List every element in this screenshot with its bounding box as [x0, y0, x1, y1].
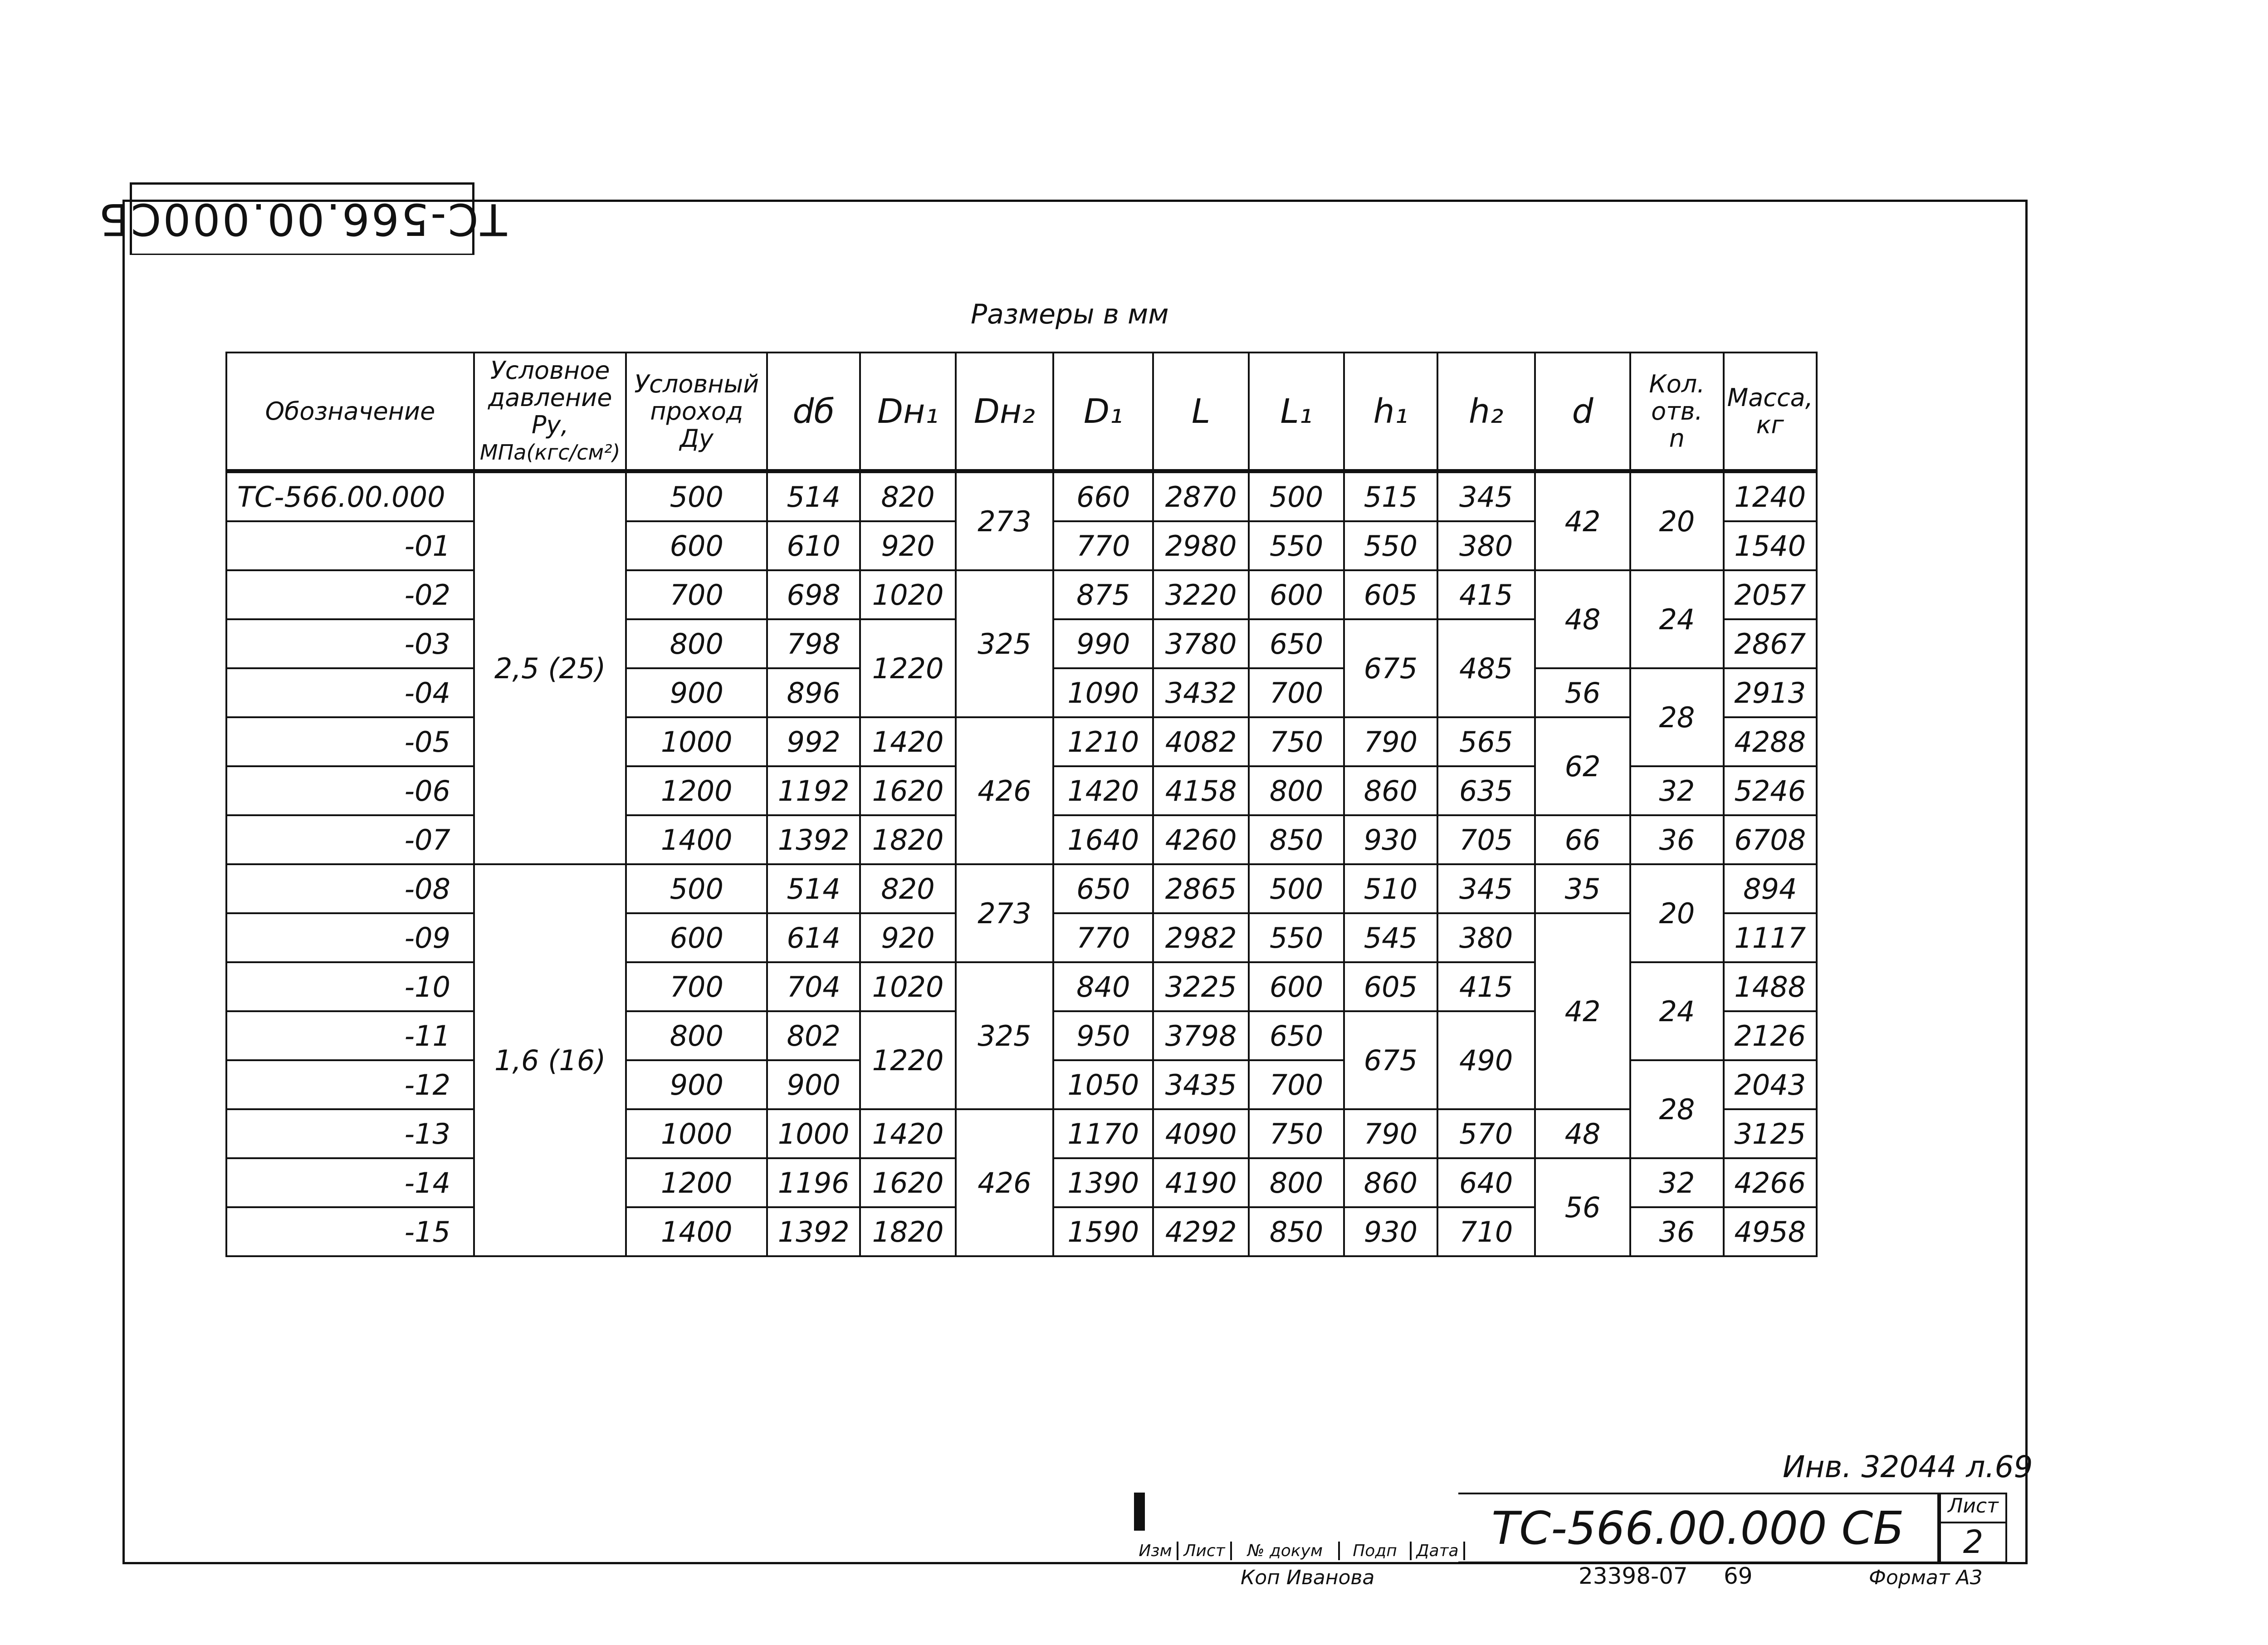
cell-L: 3432 [1153, 668, 1248, 717]
cell-n: 36 [1630, 815, 1723, 864]
cell-d1: 1390 [1053, 1158, 1153, 1207]
cell-n: 20 [1630, 471, 1723, 571]
cell-L: 4292 [1153, 1207, 1248, 1256]
page-reference: 69 [1724, 1563, 1753, 1589]
cell-h2: 635 [1437, 766, 1535, 815]
header-passage-line: Ду [679, 424, 714, 453]
revision-cell [1142, 1493, 1144, 1512]
cell-mass: 3125 [1724, 1109, 1817, 1158]
cell-h1: 860 [1344, 1158, 1437, 1207]
cell-db: 1192 [767, 766, 860, 815]
header-holes-line: n [1669, 424, 1685, 453]
cell-dy: 1200 [626, 766, 767, 815]
header-d1: D₁ [1053, 352, 1153, 471]
cell-pressure: 1,6 (16) [474, 864, 626, 1256]
cell-db: 698 [767, 570, 860, 619]
revision-row [1135, 1493, 1144, 1512]
cell-mass: 1488 [1724, 962, 1817, 1011]
cell-h1: 790 [1344, 1109, 1437, 1158]
cell-dy: 1000 [626, 1109, 767, 1158]
cell-h1: 675 [1344, 619, 1437, 717]
cell-db: 514 [767, 864, 860, 913]
cell-db: 514 [767, 471, 860, 522]
cell-n: 32 [1630, 766, 1723, 815]
cell-dy: 600 [626, 913, 767, 962]
cell-dn1: 1820 [860, 1207, 955, 1256]
table-row [226, 570, 1817, 619]
cell-h1: 790 [1344, 717, 1437, 766]
cell-db: 704 [767, 962, 860, 1011]
cell-n: 20 [1630, 864, 1723, 962]
cell-L: 3435 [1153, 1060, 1248, 1109]
header-dn2: Dн₂ [956, 352, 1053, 471]
cell-L1: 500 [1249, 864, 1344, 913]
cell-d: 48 [1535, 1109, 1630, 1158]
header-h1: h₁ [1344, 352, 1437, 471]
cell-dn2: 426 [956, 1109, 1053, 1256]
revision-labels [1134, 1542, 1465, 1560]
cell-dn1: 920 [860, 521, 955, 570]
cell-dn1: 1620 [860, 1158, 955, 1207]
cell-db: 992 [767, 717, 860, 766]
cell-h1: 510 [1344, 864, 1437, 913]
cell-db: 1392 [767, 815, 860, 864]
cell-mass: 2867 [1724, 619, 1817, 668]
cell-dn1: 1820 [860, 815, 955, 864]
cell-dn1: 1620 [860, 766, 955, 815]
header-holes-line: отв. [1651, 397, 1703, 426]
cell-dn1: 1220 [860, 1011, 955, 1109]
cell-h1: 515 [1344, 471, 1437, 522]
cell-dy: 1000 [626, 717, 767, 766]
revision-row [1135, 1512, 1144, 1530]
cell-L1: 550 [1249, 913, 1344, 962]
cell-d: 35 [1535, 864, 1630, 913]
cell-d1: 770 [1053, 521, 1153, 570]
cell-n: 28 [1630, 1060, 1723, 1158]
cell-dy: 900 [626, 1060, 767, 1109]
cell-d1: 1090 [1053, 668, 1153, 717]
cell-dn2: 273 [956, 471, 1053, 571]
cell-code: -10 [226, 962, 474, 1011]
cell-d1: 770 [1053, 913, 1153, 962]
cell-h1: 675 [1344, 1011, 1437, 1109]
header-pressure-line: Условное [490, 356, 610, 385]
cell-mass: 5246 [1724, 766, 1817, 815]
cell-h2: 565 [1437, 717, 1535, 766]
cell-d: 42 [1535, 471, 1630, 571]
cell-mass: 6708 [1724, 815, 1817, 864]
cell-dn1: 1420 [860, 1109, 955, 1158]
cell-d1: 1050 [1053, 1060, 1153, 1109]
cell-h2: 415 [1437, 570, 1535, 619]
cell-code: -08 [226, 864, 474, 913]
cell-L: 3780 [1153, 619, 1248, 668]
cell-d1: 1640 [1053, 815, 1153, 864]
table-row [226, 864, 1817, 913]
cell-dn1: 1220 [860, 619, 955, 717]
sheet-number: 2 [1963, 1523, 1984, 1561]
cell-code: -01 [226, 521, 474, 570]
cell-h1: 930 [1344, 1207, 1437, 1256]
cell-code: ТС-566.00.000 [226, 471, 474, 522]
cell-L: 4260 [1153, 815, 1248, 864]
cell-code: -07 [226, 815, 474, 864]
header-holes [1630, 352, 1723, 471]
cell-dy: 1400 [626, 815, 767, 864]
cell-h2: 710 [1437, 1207, 1535, 1256]
cell-h1: 930 [1344, 815, 1437, 864]
table-row [226, 471, 1817, 522]
cell-h2: 640 [1437, 1158, 1535, 1207]
cell-mass: 2057 [1724, 570, 1817, 619]
cell-d: 48 [1535, 570, 1630, 668]
revision-cell [1142, 1512, 1144, 1530]
cell-n: 36 [1630, 1207, 1723, 1256]
document-number: ТС-566.00.000 СБ [1458, 1493, 1939, 1563]
cell-dy: 900 [626, 668, 767, 717]
cell-db: 896 [767, 668, 860, 717]
cell-d1: 650 [1053, 864, 1153, 913]
cell-L1: 750 [1249, 717, 1344, 766]
cell-L1: 700 [1249, 1060, 1344, 1109]
cell-dy: 1400 [626, 1207, 767, 1256]
cell-h2: 490 [1437, 1011, 1535, 1109]
cell-code: -06 [226, 766, 474, 815]
cell-db: 798 [767, 619, 860, 668]
format-note: Формат А3 [1869, 1566, 1983, 1589]
cell-mass: 2043 [1724, 1060, 1817, 1109]
cell-h1: 605 [1344, 962, 1437, 1011]
header-designation: Обозначение [226, 352, 474, 471]
header-holes-line: Кол. [1649, 369, 1705, 398]
cell-dy: 600 [626, 521, 767, 570]
cell-L: 3220 [1153, 570, 1248, 619]
order-number: 23398-07 [1579, 1563, 1688, 1589]
cell-h2: 380 [1437, 521, 1535, 570]
cell-L: 4190 [1153, 1158, 1248, 1207]
header-mass-line: кг [1756, 410, 1784, 439]
cell-db: 802 [767, 1011, 860, 1060]
revision-grid [1134, 1493, 1145, 1531]
cell-h2: 485 [1437, 619, 1535, 717]
cell-L1: 850 [1249, 1207, 1344, 1256]
cell-d: 62 [1535, 717, 1630, 815]
sheet-label: Лист [1941, 1494, 2005, 1523]
cell-d1: 1210 [1053, 717, 1153, 766]
header-dn1: Dн₁ [860, 352, 955, 471]
cell-db: 610 [767, 521, 860, 570]
cell-h2: 415 [1437, 962, 1535, 1011]
cell-dn2: 426 [956, 717, 1053, 864]
cell-L: 4158 [1153, 766, 1248, 815]
copier-name: Коп Иванова [1241, 1566, 1375, 1589]
cell-L1: 500 [1249, 471, 1344, 522]
cell-L1: 700 [1249, 668, 1344, 717]
table-row [226, 1109, 1817, 1158]
cell-L: 3798 [1153, 1011, 1248, 1060]
cell-L: 2982 [1153, 913, 1248, 962]
cell-dn1: 820 [860, 864, 955, 913]
header-passage-line: Условный [634, 369, 759, 398]
cell-h1: 550 [1344, 521, 1437, 570]
cell-d: 42 [1535, 913, 1630, 1109]
cell-pressure: 2,5 (25) [474, 471, 626, 865]
cell-L: 3225 [1153, 962, 1248, 1011]
cell-h2: 345 [1437, 864, 1535, 913]
cell-dn2: 325 [956, 570, 1053, 717]
cell-db: 1392 [767, 1207, 860, 1256]
cell-d1: 1590 [1053, 1207, 1153, 1256]
cell-code: -09 [226, 913, 474, 962]
header-passage [626, 352, 767, 471]
cell-mass: 4958 [1724, 1207, 1817, 1256]
cell-db: 900 [767, 1060, 860, 1109]
cell-mass: 4266 [1724, 1158, 1817, 1207]
cell-code: -12 [226, 1060, 474, 1109]
header-mass [1724, 352, 1817, 471]
cell-h1: 605 [1344, 570, 1437, 619]
header-pressure-line: Ру, [531, 410, 569, 439]
cell-dn1: 820 [860, 471, 955, 522]
cell-d: 56 [1535, 668, 1630, 717]
corner-stamp: ТС-566.00.000СБ [130, 182, 474, 255]
cell-L: 4090 [1153, 1109, 1248, 1158]
header-passage-line: проход [650, 397, 743, 426]
cell-d1: 660 [1053, 471, 1153, 522]
cell-L1: 800 [1249, 766, 1344, 815]
cell-d: 66 [1535, 815, 1630, 864]
cell-mass: 894 [1724, 864, 1817, 913]
cell-d1: 1420 [1053, 766, 1153, 815]
cell-code: -13 [226, 1109, 474, 1158]
cell-mass: 1540 [1724, 521, 1817, 570]
cell-dn1: 920 [860, 913, 955, 962]
header-pressure-line: давление [488, 383, 612, 412]
cell-mass: 4288 [1724, 717, 1817, 766]
cell-d1: 950 [1053, 1011, 1153, 1060]
rev-label: Лист [1178, 1542, 1232, 1560]
cell-d1: 990 [1053, 619, 1153, 668]
cell-L1: 800 [1249, 1158, 1344, 1207]
rev-label: Дата [1412, 1542, 1465, 1560]
sheet-cell [1939, 1493, 2007, 1563]
rev-label: Изм [1134, 1542, 1178, 1560]
header-h2: h₂ [1437, 352, 1535, 471]
cell-code: -04 [226, 668, 474, 717]
cell-dy: 500 [626, 471, 767, 522]
header-pressure-line: МПа(кгс/см²) [479, 440, 621, 465]
cell-db: 1000 [767, 1109, 860, 1158]
cell-d1: 840 [1053, 962, 1153, 1011]
cell-h2: 705 [1437, 815, 1535, 864]
cell-d1: 875 [1053, 570, 1153, 619]
cell-L: 2980 [1153, 521, 1248, 570]
cell-db: 1196 [767, 1158, 860, 1207]
header-row [226, 352, 1817, 471]
specification-table [225, 352, 1818, 1257]
cell-h2: 380 [1437, 913, 1535, 962]
header-L: L [1153, 352, 1248, 471]
cell-h2: 345 [1437, 471, 1535, 522]
cell-dy: 800 [626, 619, 767, 668]
cell-dy: 700 [626, 570, 767, 619]
table-caption: Размеры в мм [971, 299, 1169, 330]
cell-h1: 545 [1344, 913, 1437, 962]
cell-L: 2865 [1153, 864, 1248, 913]
cell-mass: 1240 [1724, 471, 1817, 522]
cell-d: 56 [1535, 1158, 1630, 1256]
header-mass-line: Масса, [1727, 383, 1813, 412]
cell-dy: 500 [626, 864, 767, 913]
cell-dn1: 1420 [860, 717, 955, 766]
cell-dy: 1200 [626, 1158, 767, 1207]
cell-L1: 750 [1249, 1109, 1344, 1158]
cell-dn1: 1020 [860, 570, 955, 619]
cell-L1: 600 [1249, 962, 1344, 1011]
cell-L1: 650 [1249, 619, 1344, 668]
cell-dn2: 325 [956, 962, 1053, 1109]
cell-code: -11 [226, 1011, 474, 1060]
cell-n: 28 [1630, 668, 1723, 766]
cell-mass: 2126 [1724, 1011, 1817, 1060]
table-row [226, 717, 1817, 766]
cell-n: 24 [1630, 570, 1723, 668]
cell-L1: 550 [1249, 521, 1344, 570]
cell-code: -05 [226, 717, 474, 766]
inventory-note: Инв. 32044 л.69 [1783, 1449, 2033, 1484]
cell-code: -02 [226, 570, 474, 619]
cell-L1: 600 [1249, 570, 1344, 619]
cell-code: -14 [226, 1158, 474, 1207]
cell-n: 32 [1630, 1158, 1723, 1207]
cell-d1: 1170 [1053, 1109, 1153, 1158]
cell-dn1: 1020 [860, 962, 955, 1011]
cell-mass: 2913 [1724, 668, 1817, 717]
cell-h2: 570 [1437, 1109, 1535, 1158]
cell-code: -03 [226, 619, 474, 668]
cell-L1: 650 [1249, 1011, 1344, 1060]
cell-code: -15 [226, 1207, 474, 1256]
header-d: d [1535, 352, 1630, 471]
rev-label: № докум [1232, 1542, 1340, 1560]
cell-mass: 1117 [1724, 913, 1817, 962]
header-db: dб [767, 352, 860, 471]
rev-label: Подп [1340, 1542, 1412, 1560]
cell-L1: 850 [1249, 815, 1344, 864]
header-L1: L₁ [1249, 352, 1344, 471]
cell-dy: 800 [626, 1011, 767, 1060]
cell-db: 614 [767, 913, 860, 962]
cell-n: 24 [1630, 962, 1723, 1060]
header-pressure [474, 352, 626, 471]
cell-h1: 860 [1344, 766, 1437, 815]
cell-L: 4082 [1153, 717, 1248, 766]
cell-dn2: 273 [956, 864, 1053, 962]
cell-dy: 700 [626, 962, 767, 1011]
cell-L: 2870 [1153, 471, 1248, 522]
